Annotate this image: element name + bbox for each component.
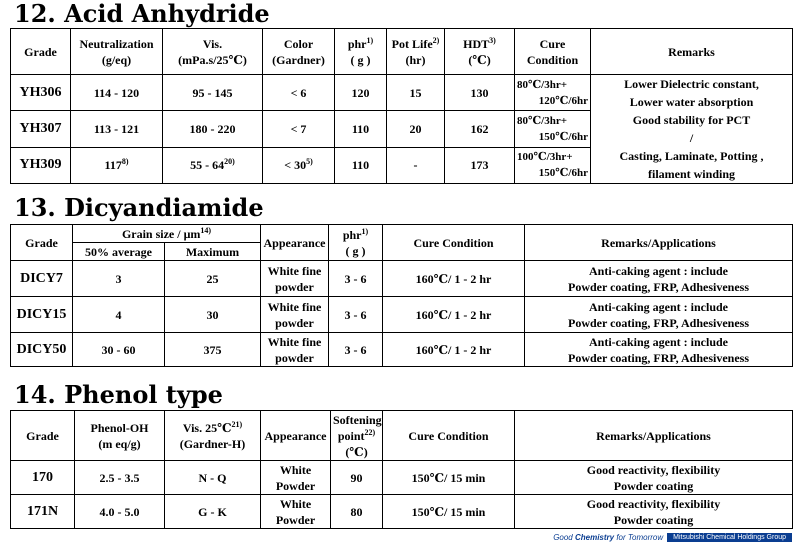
avg-cell: 4 [73, 297, 165, 333]
section-13-title: 13. Dicyandiamide [14, 193, 264, 222]
phr-cell: 110 [335, 147, 387, 183]
max-cell: 30 [165, 297, 261, 333]
cure-cell: 80℃/3hr+ 150℃/6hr [515, 111, 591, 147]
header-appearance: Appearance [261, 411, 331, 461]
grade-cell: YH309 [11, 147, 71, 183]
remarks-cell: Good reactivity, flexibility Powder coating [515, 495, 793, 529]
avg-cell: 30 - 60 [73, 333, 165, 367]
pot-life-cell: 20 [387, 111, 445, 147]
neutralization-cell: 117$^{8)}$ [71, 147, 163, 183]
header-grade: Grade [11, 411, 75, 461]
table-header-row [11, 29, 793, 75]
header-pot-life: Pot Life$^{2)}$ (hr) [387, 29, 445, 75]
hdt-cell: 173 [445, 147, 515, 183]
header-neutralization: Neutralization (g/eq) [71, 29, 163, 75]
header-phr: phr$^{1)}$ ( g ) [335, 29, 387, 75]
header-cure-condition: Cure Condition [383, 411, 515, 461]
section-12-title: 12. Acid Anhydride [14, 0, 270, 28]
remarks-cell: Lower Dielectric constant, Lower water absorption Good stability for PCT / Casting, Laminate, Potting , filament winding [591, 75, 793, 184]
header-remarks: Remarks/Applications [525, 225, 793, 261]
grade-cell: 171N [11, 495, 75, 529]
acid-anhydride-table [10, 28, 793, 184]
phr-cell: 110 [335, 111, 387, 147]
grade-cell: 170 [11, 461, 75, 495]
appearance-cell: White fine powder [261, 297, 329, 333]
cure-cell: 80℃/3hr+ 120℃/6hr [515, 75, 591, 111]
header-phenol-oh: Phenol-OH (m eq/g) [75, 411, 165, 461]
remarks-cell: Anti-caking agent : include Powder coating, FRP, Adhesiveness [525, 261, 793, 297]
header-softening-point: Softening point$^{22)}$ (℃) [331, 411, 383, 461]
table-row [11, 297, 793, 333]
vis-cell: 95 - 145 [163, 75, 263, 111]
avg-cell: 3 [73, 261, 165, 297]
phenol-type-table [10, 410, 793, 529]
remarks-cell: Anti-caking agent : include Powder coating, FRP, Adhesiveness [525, 297, 793, 333]
cure-cell: 160℃/ 1 - 2 hr [383, 297, 525, 333]
max-cell: 375 [165, 333, 261, 367]
phr-cell: 3 - 6 [329, 333, 383, 367]
pot-life-cell: - [387, 147, 445, 183]
table-header-row [11, 411, 793, 461]
cure-cell: 150℃/ 15 min [383, 495, 515, 529]
softening-cell: 90 [331, 461, 383, 495]
remarks-cell: Anti-caking agent : include Powder coating, FRP, Adhesiveness [525, 333, 793, 367]
grade-cell: DICY15 [11, 297, 73, 333]
grade-cell: YH306 [11, 75, 71, 111]
vis-cell: 180 - 220 [163, 111, 263, 147]
table-row [11, 461, 793, 495]
footer-company-name: Mitsubishi Chemical Holdings Group [667, 533, 792, 542]
dicyandiamide-table [10, 224, 793, 367]
table-row [11, 495, 793, 529]
vis-cell: G - K [165, 495, 261, 529]
cure-cell: 150℃/ 15 min [383, 461, 515, 495]
header-vis: Vis. (mPa.s/25℃) [163, 29, 263, 75]
max-cell: 25 [165, 261, 261, 297]
color-cell: < 7 [263, 111, 335, 147]
vis-cell: N - Q [165, 461, 261, 495]
table-header-row [11, 225, 793, 243]
appearance-cell: White Powder [261, 461, 331, 495]
pot-life-cell: 15 [387, 75, 445, 111]
phr-cell: 3 - 6 [329, 261, 383, 297]
appearance-cell: White fine powder [261, 261, 329, 297]
neutralization-cell: 114 - 120 [71, 75, 163, 111]
remarks-cell: Good reactivity, flexibility Powder coating [515, 461, 793, 495]
header-remarks: Remarks/Applications [515, 411, 793, 461]
softening-cell: 80 [331, 495, 383, 529]
hdt-cell: 162 [445, 111, 515, 147]
phenol-oh-cell: 2.5 - 3.5 [75, 461, 165, 495]
hdt-cell: 130 [445, 75, 515, 111]
table-row [11, 333, 793, 367]
grade-cell: DICY50 [11, 333, 73, 367]
color-cell: < $30^{5)}$ [263, 147, 335, 183]
header-hdt: HDT$^{3)}$ (℃) [445, 29, 515, 75]
cure-cell: 160℃/ 1 - 2 hr [383, 333, 525, 367]
footer-brand [553, 533, 792, 542]
footer-tagline: Good Chemistry for Tomorrow [553, 533, 664, 542]
neutralization-cell: 113 - 121 [71, 111, 163, 147]
grade-cell: DICY7 [11, 261, 73, 297]
section-14-title: 14. Phenol type [14, 380, 223, 409]
header-cure-condition: Cure Condition [383, 225, 525, 261]
appearance-cell: White Powder [261, 495, 331, 529]
phenol-oh-cell: 4.0 - 5.0 [75, 495, 165, 529]
appearance-cell: White fine powder [261, 333, 329, 367]
table-row [11, 75, 793, 111]
table-row [11, 261, 793, 297]
header-vis: Vis. 25℃$^{21)}$ (Gardner-H) [165, 411, 261, 461]
header-grade: Grade [11, 29, 71, 75]
phr-cell: 120 [335, 75, 387, 111]
header-remarks: Remarks [591, 29, 793, 75]
grade-cell: YH307 [11, 111, 71, 147]
phr-cell: 3 - 6 [329, 297, 383, 333]
header-maximum: Maximum [165, 243, 261, 261]
header-50-average: 50% average [73, 243, 165, 261]
header-cure: Cure Condition [515, 29, 591, 75]
cure-cell: 160℃/ 1 - 2 hr [383, 261, 525, 297]
header-grade: Grade [11, 225, 73, 261]
color-cell: < 6 [263, 75, 335, 111]
header-appearance: Appearance [261, 225, 329, 261]
header-phr: phr$^{1)}$ ( g ) [329, 225, 383, 261]
header-grain-size: Grain size / $\mu m^{14)}$ [73, 225, 261, 243]
vis-cell: 55 - 64$^{20)}$ [163, 147, 263, 183]
cure-cell: 100℃/3hr+ 150℃/6hr [515, 147, 591, 183]
header-color: Color (Gardner) [263, 29, 335, 75]
